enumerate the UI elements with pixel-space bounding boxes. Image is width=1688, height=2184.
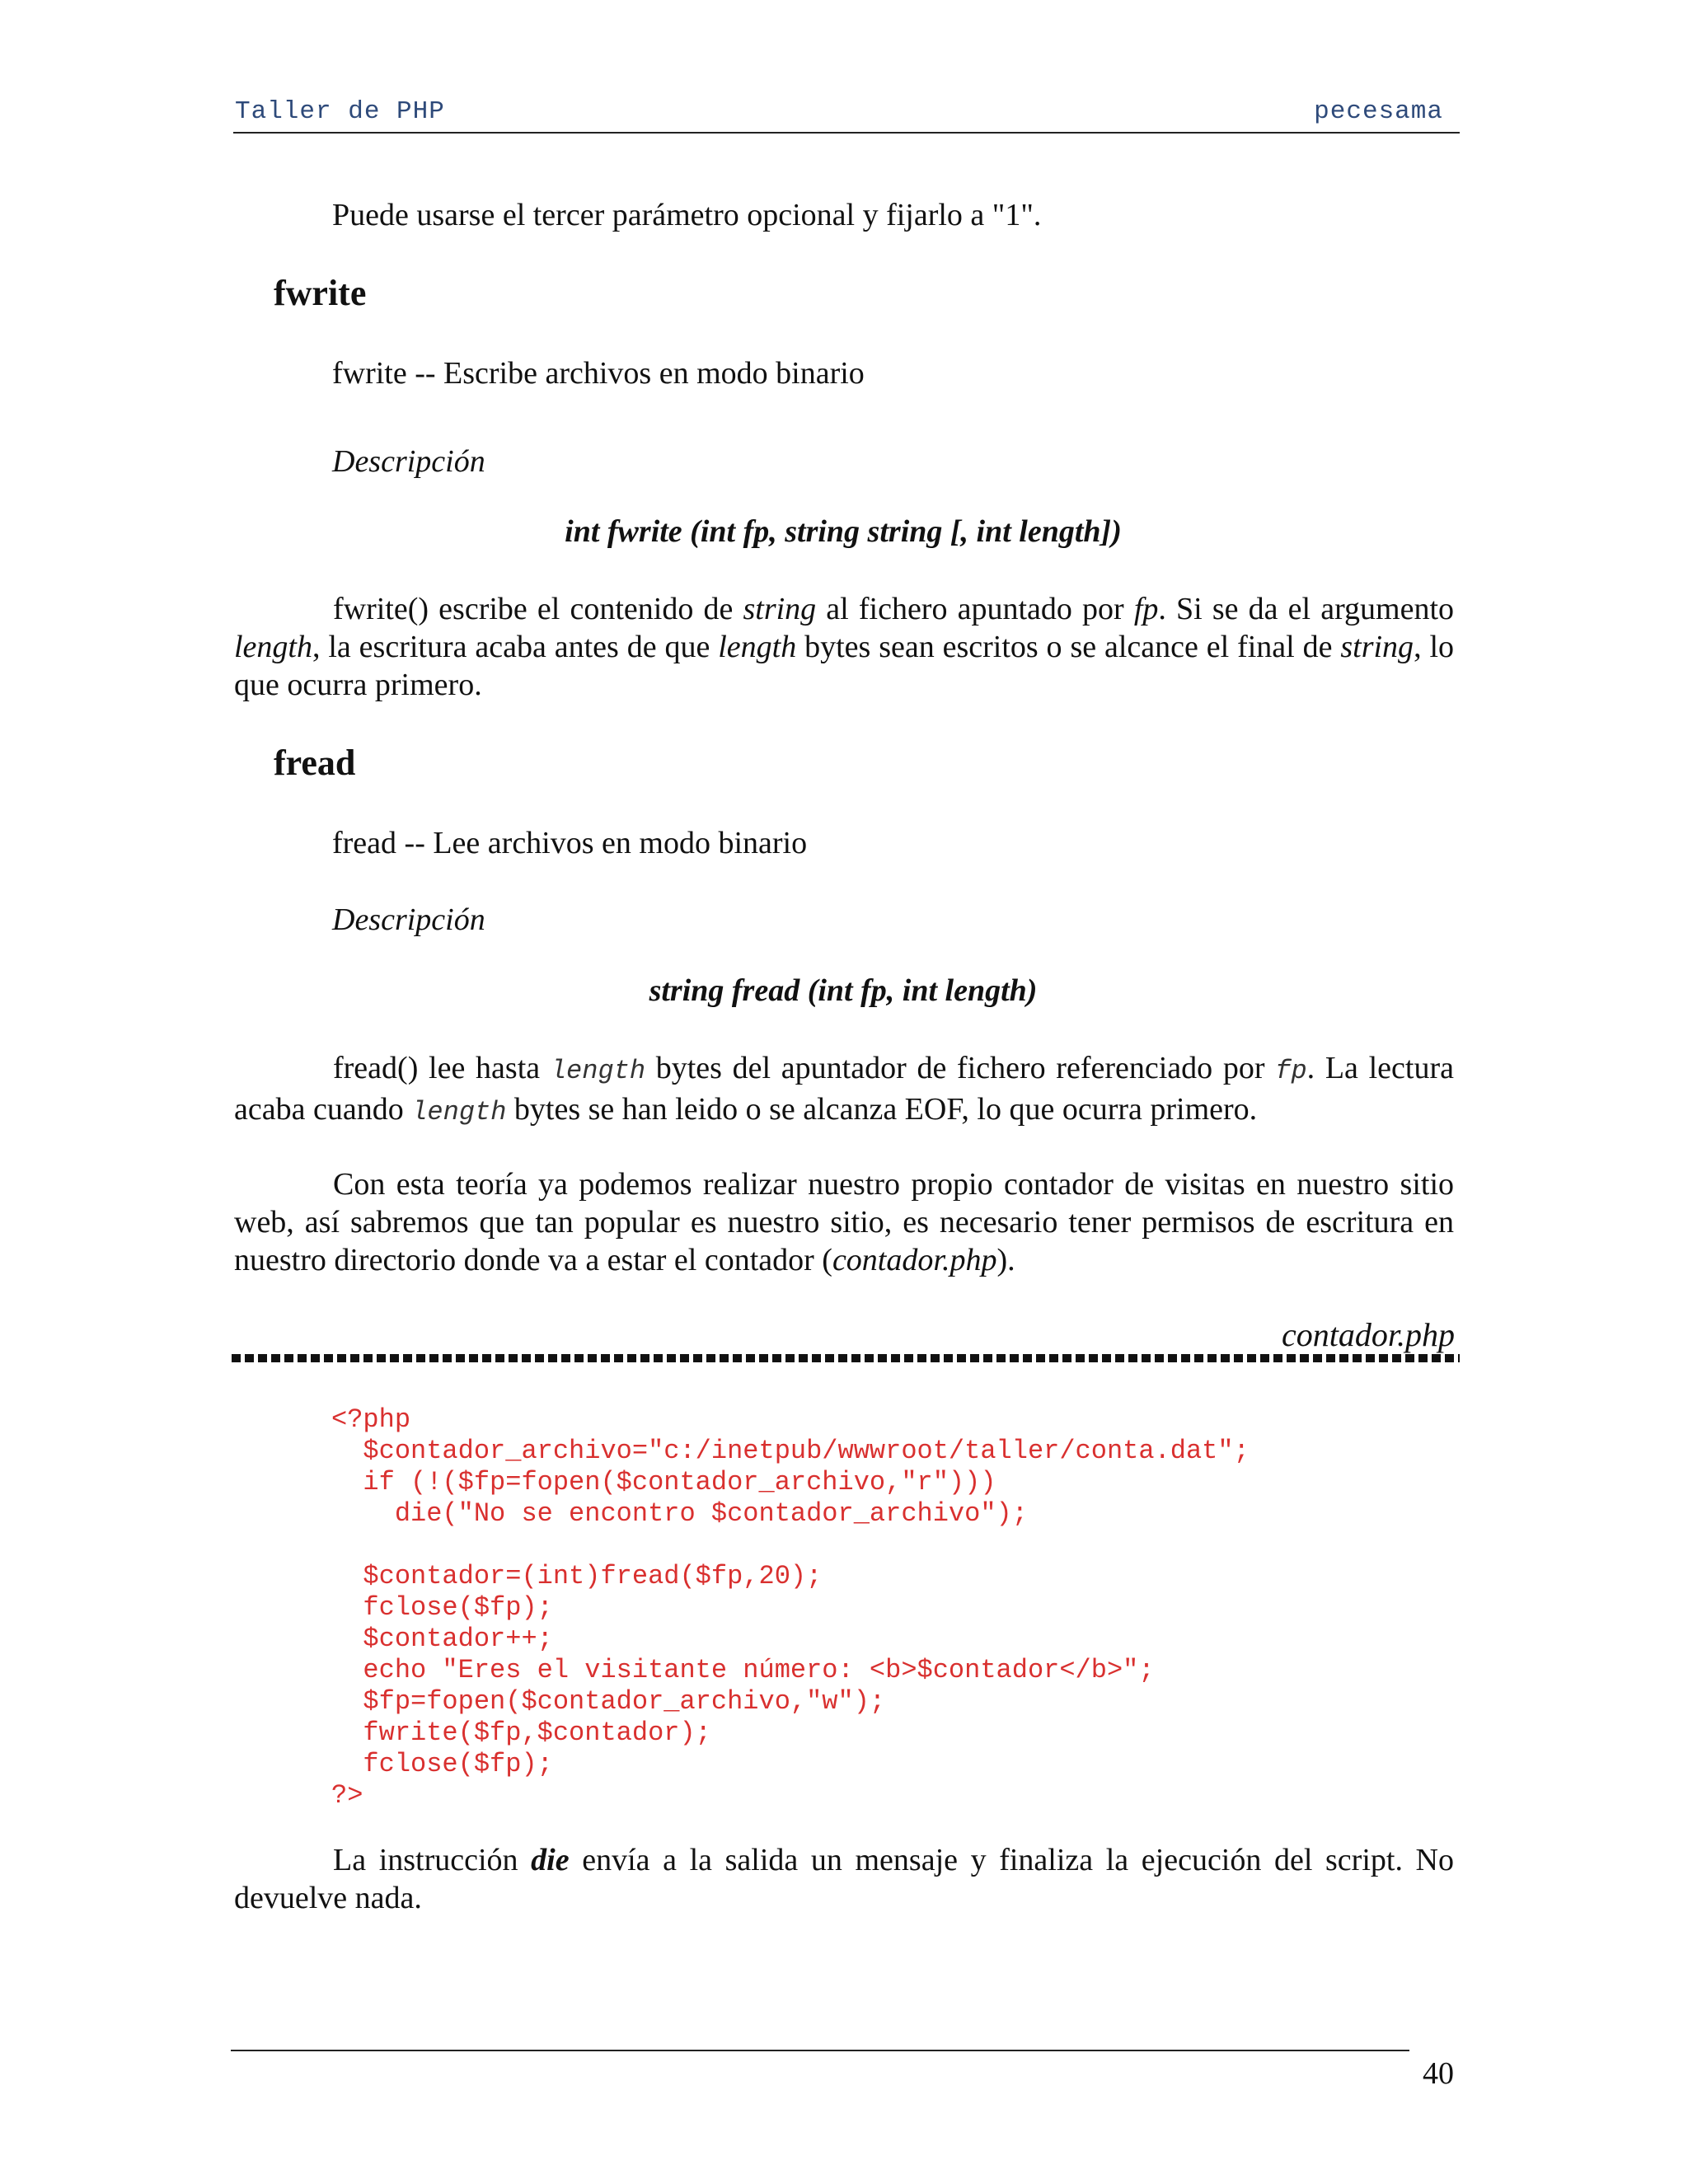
param-string: string [743,592,817,626]
header-title: Taller de PHP [235,97,445,126]
code-length: length [550,1056,646,1086]
code-line: fwrite($fp,$contador); [331,1718,711,1748]
text-run: La instrucción [333,1843,532,1877]
text-run: fread() lee hasta [333,1051,551,1085]
code-line: <?php [331,1404,411,1435]
header-rule [233,132,1460,134]
contador-intro-paragraph [234,1165,1454,1279]
code-line: die("No se encontro $contador_archivo"); [331,1498,1028,1529]
text-run: ). [996,1243,1015,1277]
code-length: length [411,1097,507,1127]
param-length: length [234,630,312,664]
fwrite-summary: fwrite -- Escribe archivos en modo binario [332,356,865,391]
code-listing [331,1404,1250,1811]
fwrite-description-label: Descripción [332,444,485,479]
page-header [233,97,1460,130]
code-fp: fp [1275,1056,1307,1086]
code-line: echo "Eres el visitante número: <b>$contador</b>"; [331,1655,1155,1685]
text-run: al fichero apuntado por [816,592,1134,626]
intro-paragraph: Puede usarse el tercer parámetro opcional y fijarlo a "1". [332,198,1042,232]
fwrite-body-paragraph [234,590,1454,704]
text-run: Con esta teoría ya podemos realizar nuestro propio contador de visitas en nuestro sitio web, así sabremos que tan popular es nuestro sitio, es necesario tener permisos de escritura en nuestro directorio donde va a estar el contador ( [234,1167,1454,1277]
text-run: bytes del apuntador de fichero referenciado por [645,1051,1276,1085]
param-string: string [1340,630,1414,664]
code-line: fclose($fp); [331,1749,553,1779]
fread-summary: fread -- Lee archivos en modo binario [332,826,808,860]
text-run: , la escritura acaba antes de que [312,630,719,664]
code-line: $fp=fopen($contador_archivo,"w"); [331,1686,886,1717]
param-length: length [718,630,797,664]
section-heading-fwrite: fwrite [274,273,367,313]
text-run: fwrite() escribe el contenido de [333,592,743,626]
die-note-paragraph [234,1841,1454,1917]
page-number: 40 [1423,2056,1454,2091]
code-line: $contador=(int)fread($fp,20); [331,1561,823,1591]
footer-rule [231,2050,1409,2051]
code-divider [232,1354,1460,1362]
filename: contador.php [832,1243,997,1277]
text-run: . Si se da el argumento [1158,592,1455,626]
text-run: , lo que ocurra primero. [234,630,1455,702]
section-heading-fread: fread [274,743,356,783]
fread-description-label: Descripción [332,902,485,937]
code-caption: contador.php [1282,1316,1455,1353]
code-line [331,1530,1250,1561]
text-run: . La lectura acaba cuando [234,1051,1454,1127]
keyword-die: die [531,1843,570,1877]
code-line: fclose($fp); [331,1592,553,1623]
code-line: $contador_archivo="c:/inetpub/wwwroot/taller/conta.dat"; [331,1436,1250,1466]
text-run: bytes sean escritos o se alcance el final de [796,630,1341,664]
text-run: envía a la salida un mensaje y finaliza la ejecución del script. No devuelve nada. [234,1843,1454,1915]
fread-body-paragraph [234,1049,1454,1132]
param-fp: fp [1133,592,1159,626]
fwrite-signature: int fwrite (int fp, string string [, int length]) [565,514,1122,549]
code-line: if (!($fp=fopen($contador_archivo,"r"))) [331,1467,996,1497]
code-line: $contador++; [331,1624,553,1654]
text-run: bytes se han leido o se alcanza EOF, lo que ocurra primero. [506,1092,1258,1127]
header-author: pecesama [1314,97,1443,126]
fread-signature: string fread (int fp, int length) [649,973,1038,1008]
code-line: ?> [331,1780,363,1811]
